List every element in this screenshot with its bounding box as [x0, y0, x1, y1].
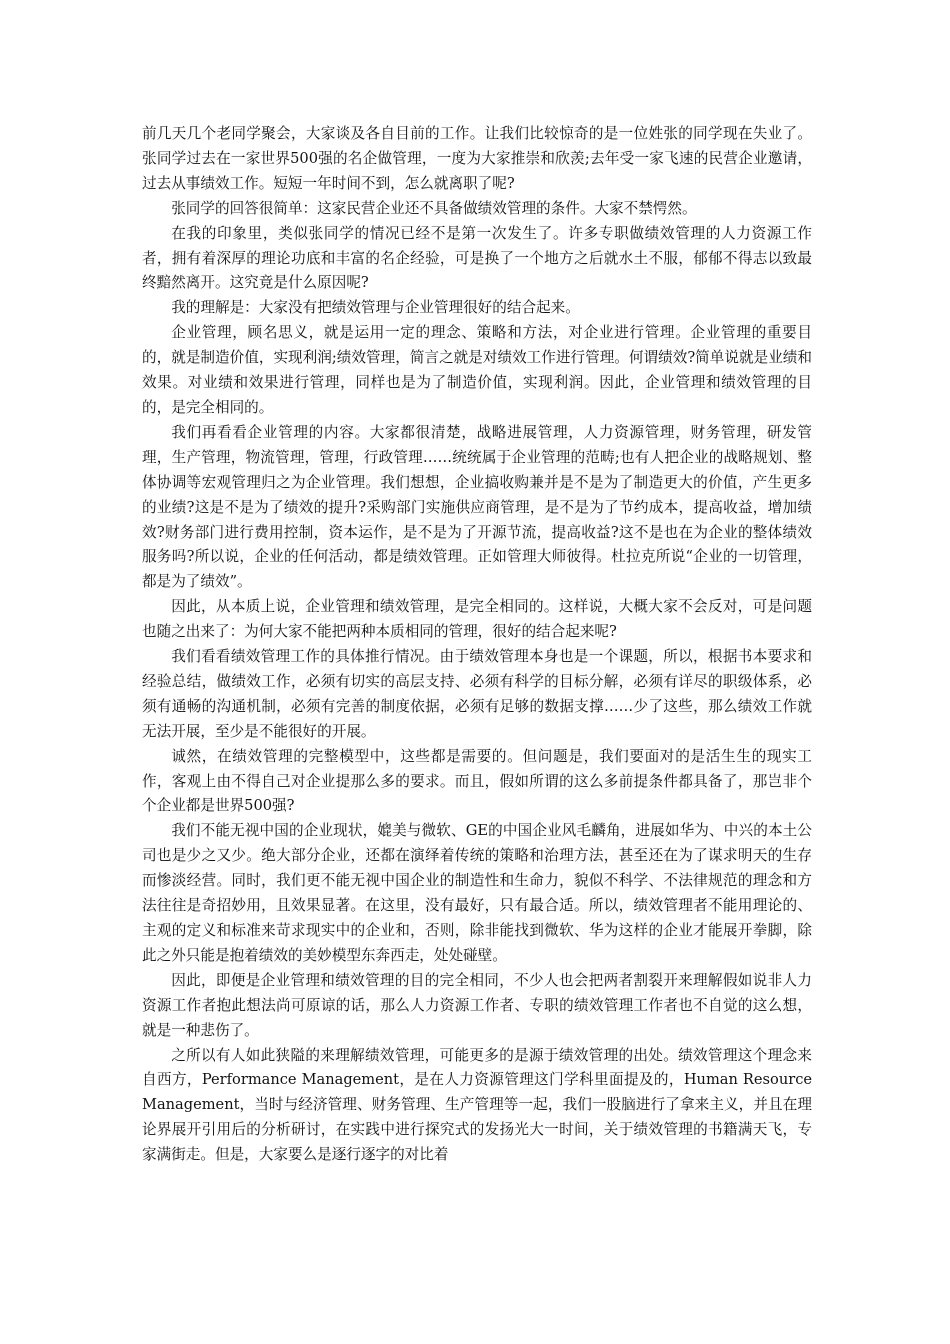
paragraph-3: 在我的印象里，类似张同学的情况已经不是第一次发生了。许多专职做绩效管理的人力资源工作者，拥有着深厚的理论功底和丰富的名企经验，可是换了一个地方之后就水土不服，郁郁不得志以致最终黯然离开。这究竟是什么原因呢?: [142, 224, 812, 292]
paragraph-1: 前几天几个老同学聚会，大家谈及各自目前的工作。让我们比较惊奇的是一位姓张的同学现在失业了。张同学过去在一家世界500强的名企做管理，一度为大家推崇和欣羡;去年受一家飞速的民营企业邀请，过去从事绩效工作。短短一年时间不到，怎么就离职了呢?: [142, 125, 812, 192]
paragraph-10: 我们不能无视中国的企业现状，媲美与微软、GE的中国企业风毛麟角，进展如华为、中兴的本土公司也是少之又少。绝大部分企业，还都在演绎着传统的策略和治理方法，甚至还在为了谋求明天的生存而惨淡经营。同时，我们更不能无视中国企业的制造性和生命力，貌似不科学、不法律规范的理念和方法往往是奇招妙用，且效果显著。在这里，没有最好，只有最合适。所以，绩效管理者不能用理论的、主观的定义和标准来苛求现实中的企业和，否则，除非能找到微软、华为这样的企业才能展开拳脚，除此之外只能是抱着绩效的美妙模型东奔西走，处处碰壁。: [142, 822, 812, 964]
paragraph-4: 我的理解是：大家没有把绩效管理与企业管理很好的结合起来。: [171, 299, 580, 317]
paragraph-12: 之所以有人如此狭隘的来理解绩效管理，可能更多的是源于绩效管理的出处。绩效管理这个理念来自西方，Performance Management，是在人力资源管理这门学科里面提及的，Human Resource Management，当时与经济管理、财务管理、生产管理等一起，我们一股脑进行了拿来主义，并且在理论界展开引用后的分析研讨，在实践中进行探究式的发扬光大一时间，关于绩效管理的书籍满天飞，专家满街走。但是，大家要么是逐行逐字的对比着: [142, 1046, 812, 1164]
paragraph-11: 因此，即便是企业管理和绩效管理的目的完全相同，不少人也会把两者割裂开来理解假如说非人力资源工作者抱此想法尚可原谅的话，那么人力资源工作者、专职的绩效管理工作者也不自觉的这么想，就是一种悲伤了。: [142, 971, 812, 1039]
paragraph-7: 因此，从本质上说，企业管理和绩效管理，是完全相同的。这样说，大概大家不会反对，可是问题也随之出来了：为何大家不能把两种本质相同的管理，很好的结合起来呢?: [142, 598, 812, 641]
paragraph-8: 我们看看绩效管理工作的具体推行情况。由于绩效管理本身也是一个课题，所以，根据书本要求和经验总结，做绩效工作，必须有切实的高层支持、必须有科学的目标分解，必须有详尽的职级体系，必须有通畅的沟通机制，必须有完善的制度依据，必须有足够的数据支撑……少了这些，那么绩效工作就无法开展，至少是不能很好的开展。: [142, 648, 812, 740]
paragraph-5: 企业管理，顾名思义，就是运用一定的理念、策略和方法，对企业进行管理。企业管理的重要目的，就是制造价值，实现利润;绩效管理，简言之就是对绩效工作进行管理。何谓绩效?简单说就是业绩和效果。对业绩和效果进行管理，同样也是为了制造价值，实现利润。因此，企业管理和绩效管理的目的，是完全相同的。: [142, 324, 812, 416]
paragraph-2: 张同学的回答很简单：这家民营企业还不具备做绩效管理的条件。大家不禁愕然。: [171, 199, 697, 217]
paragraph-6: 我们再看看企业管理的内容。大家都很清楚，战略进展管理，人力资源管理，财务管理，研发管理，生产管理，物流管理，管理，行政管理……统统属于企业管理的范畴;也有人把企业的战略规划、整体协调等宏观管理归之为企业管理。我们想想，企业搞收购兼并是不是为了制造更大的价值，产生更多的业绩?这是不是为了绩效的提升?采购部门实施供应商管理，是不是为了节约成本，提高收益，增加绩效?财务部门进行费用控制，资本运作，是不是为了开源节流，提高收益?这不是也在为企业的整体绩效服务吗?所以说，企业的任何活动，都是绩效管理。正如管理大师彼得。杜拉克所说“企业的一切管理，都是为了绩效”。: [142, 423, 812, 591]
paragraph-9: 诚然，在绩效管理的完整模型中，这些都是需要的。但问题是，我们要面对的是活生生的现实工作，客观上由不得自己对企业提那么多的要求。而且，假如所谓的这么多前提条件都具备了，那岂非个个企业都是世界500强?: [142, 747, 812, 815]
document-body: [142, 122, 812, 1168]
